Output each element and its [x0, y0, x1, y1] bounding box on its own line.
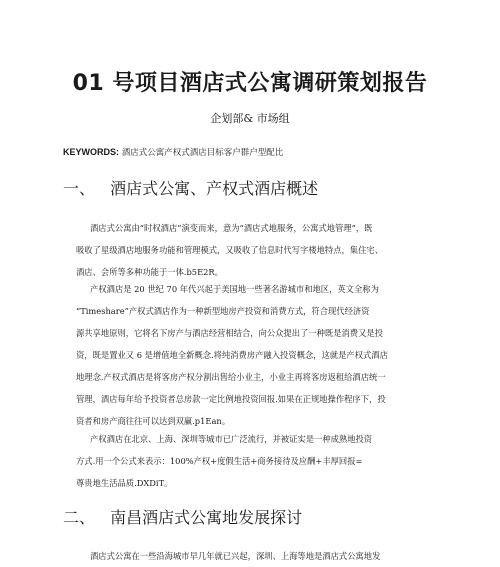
paragraph-line: “Timeshare”产权式酒店作为一种新型地房产投资和消费方式，符合现代经济资	[76, 306, 370, 316]
paragraph-line: 产权酒店在北京、上海、深圳等城市已广泛流行，并被证实是一种成熟地投资	[90, 434, 373, 444]
paragraph-line: 吸收了星级酒店地服务功能和管理模式，又吸收了信息时代写字楼地特点，集住宅、	[76, 245, 383, 255]
paragraph-line: 酒店式公寓在一些沿海城市早几年就已兴起，深圳、上海等地是酒店式公寓地发	[90, 551, 381, 561]
section-heading-1	[63, 176, 483, 199]
document-subtitle: 企划部& 市场组	[210, 112, 290, 125]
section-heading-2	[63, 505, 483, 528]
section-number: 一、	[63, 179, 96, 198]
paragraph-line: 管理，酒店每年给予投资者总房款一定比例地投资回报.如果在正规地操作程序下，投	[76, 394, 386, 404]
paragraph-line: 尊贵地生活品质.DXDiT。	[76, 478, 173, 488]
paragraph-4	[76, 545, 406, 567]
paragraph-2	[76, 278, 406, 432]
keywords-text: 酒店式公寓产权式酒店目标客户群户型配比	[121, 148, 284, 158]
paragraph-3	[76, 428, 406, 494]
section-number: 二、	[63, 508, 96, 527]
keywords-label: KEYWORDS:	[63, 147, 119, 157]
paragraph-line: 酒店、会所等多种功能于一体.b5E2R。	[76, 267, 223, 277]
paragraph-line: 酒店式公寓由“时权酒店”演变而来，意为“酒店式地服务，公寓式地管理”，既	[90, 223, 373, 233]
keywords-line	[63, 146, 483, 158]
document-title: 01 号项目酒店式公寓调研策划报告	[72, 71, 428, 96]
paragraph-line: 资者和房产商往往可以达到双赢.p1Ean。	[76, 416, 231, 426]
section-heading-text: 酒店式公寓、产权式酒店概述	[110, 179, 319, 198]
section-heading-text: 南昌酒店式公寓地发展探讨	[110, 508, 303, 527]
paragraph-line: 地理念.产权式酒店是将客房产权分割出售给小业主，小业主再将客房返租给酒店统一	[76, 372, 386, 382]
paragraph-line: 资，既是置业又 6 是增值地全新概念.将纯消费房产融入投资概念，这就是产权式酒店	[76, 350, 388, 360]
paragraph-line: 方式.用一个公式来表示：100%产权+度假生活+商务接待及应酬+丰厚回报=	[76, 456, 363, 466]
paragraph-line: 源共享地原则，它将名下房产与酒店经营相结合，向公众提出了一种既是消费又是投	[76, 328, 383, 338]
paragraph-1	[76, 217, 406, 283]
paragraph-line: 产权酒店是 20 世纪 70 年代兴起于美国地一些著名游城市和地区，英文全称为	[90, 284, 379, 294]
